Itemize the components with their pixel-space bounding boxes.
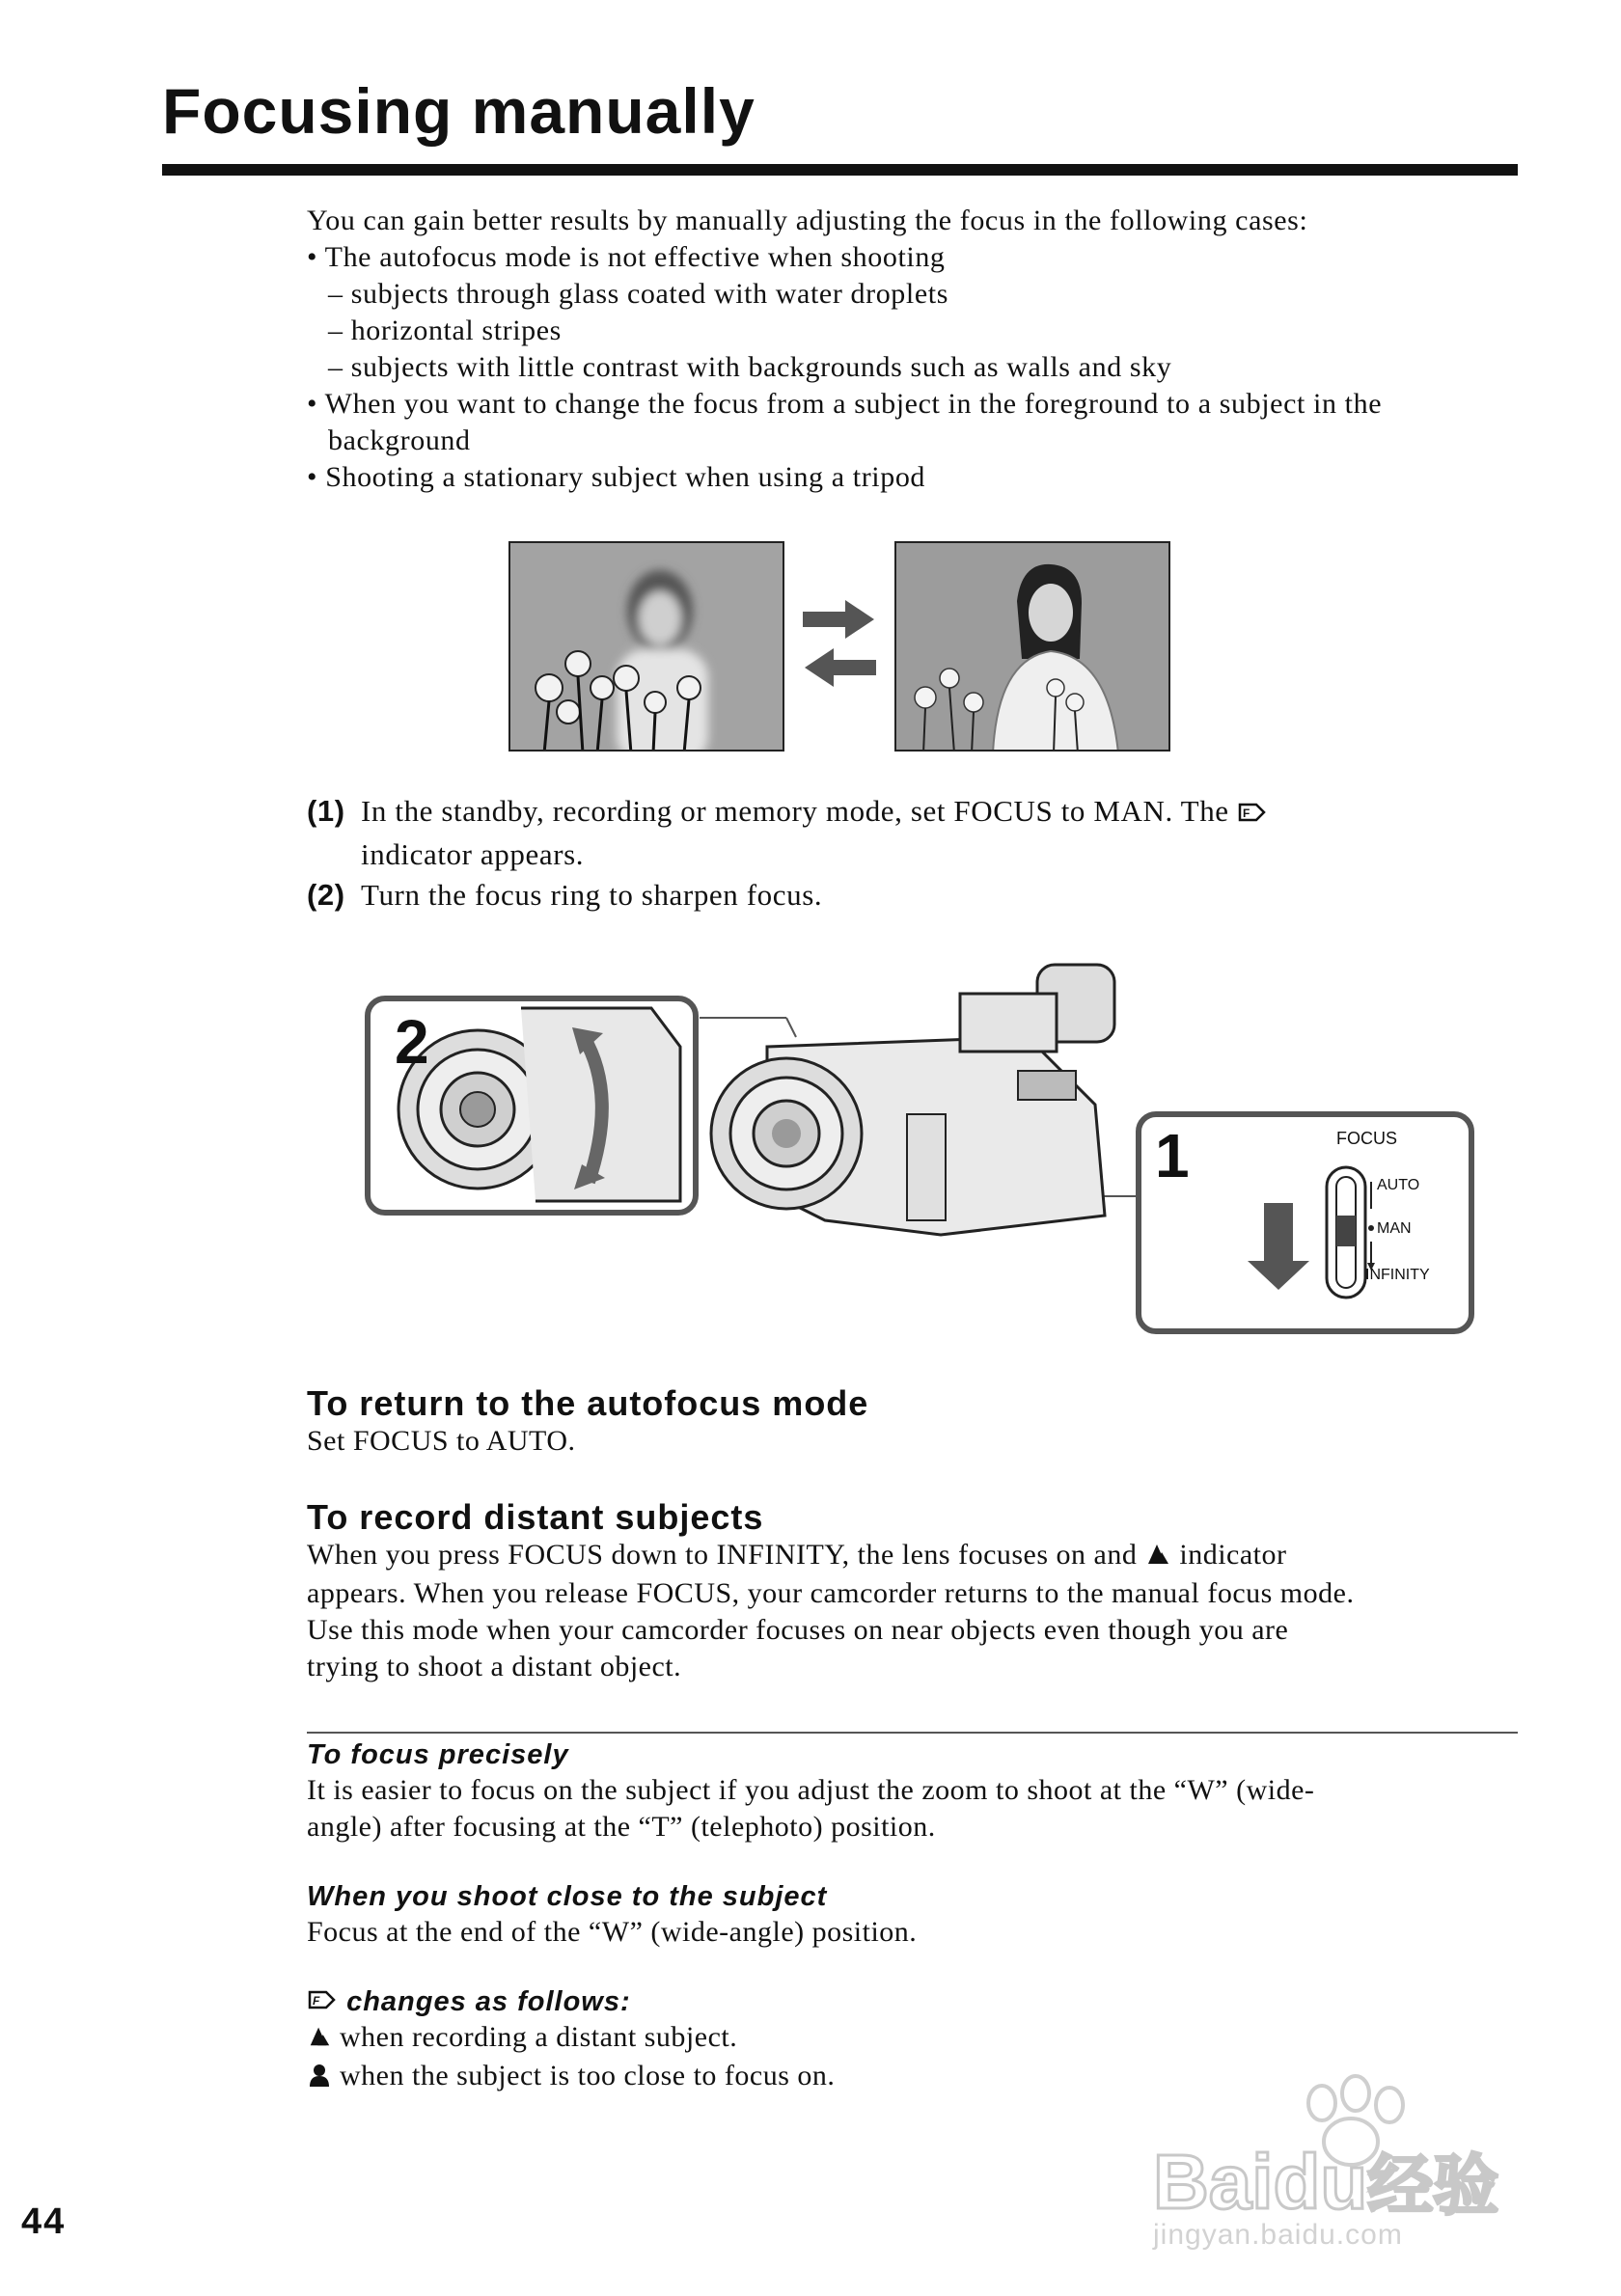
watermark-url: jingyan.baidu.com — [1153, 2219, 1403, 2251]
note-heading-changes — [307, 1985, 1532, 2020]
section-heading: To return to the autofocus mode — [307, 1383, 869, 1423]
mountain-icon — [1144, 1539, 1171, 1575]
intro-bullet-2-cont: background — [328, 424, 471, 456]
step-text: Turn the focus ring to sharpen focus. — [361, 877, 823, 912]
changes-title-text: changes as follows: — [346, 1985, 631, 2017]
intro-block — [307, 203, 1532, 496]
step-number: (1) — [307, 794, 345, 828]
photo-focused — [894, 541, 1170, 752]
switch-auto-label: AUTO — [1377, 1177, 1420, 1193]
note-body-close: Focus at the end of the “W” (wide-angle) position. — [307, 1915, 918, 1948]
section-distant-subjects — [307, 1498, 1532, 1685]
section-body: Set FOCUS to AUTO. — [307, 1424, 576, 1457]
section-body-line-1 — [307, 1537, 1532, 1575]
camcorder-figure — [362, 960, 1496, 1341]
switch-infinity-label: INFINITY — [1365, 1267, 1430, 1283]
callout-2-label: 2 — [395, 1007, 429, 1077]
svg-text:F: F — [1243, 806, 1250, 820]
manual-focus-icon — [1237, 794, 1268, 834]
step-2 — [307, 875, 1465, 916]
intro-sub-2: – horizontal stripes — [328, 314, 562, 346]
photo-unfocused — [508, 541, 784, 752]
changes-item-text: when the subject is too close to focus on. — [340, 2060, 836, 2092]
watermark-bai: Bai — [1153, 2139, 1274, 2225]
watermark-brand — [1153, 2134, 1498, 2228]
section-return-autofocus — [307, 1384, 1523, 1460]
section-heading: To record distant subjects — [307, 1497, 764, 1537]
baidu-watermark — [1153, 2074, 1558, 2251]
swap-arrows-icon — [803, 600, 876, 697]
note-body-precise-2: angle) after focusing at the “T” (telephoto) position. — [307, 1810, 936, 1843]
person-icon — [307, 2061, 332, 2097]
page-number: 44 — [21, 2201, 67, 2242]
distant-text-a: When you press FOCUS down to INFINITY, the lens focuses on and — [307, 1538, 1138, 1571]
svg-text:F: F — [313, 1993, 321, 2008]
section-body-line-4: trying to shoot a distant object. — [307, 1650, 682, 1682]
callout-1-label: 1 — [1155, 1121, 1190, 1190]
step-1 — [307, 791, 1465, 875]
note-body-precise-1: It is easier to focus on the subject if you adjust the zoom to shoot at the “W” (wide- — [307, 1773, 1315, 1806]
changes-item-text: when recording a distant subject. — [340, 2021, 738, 2054]
intro-sub-1: – subjects through glass coated with water droplets — [328, 278, 948, 310]
intro-bullet-2: • When you want to change the focus from a subject in the foreground to a subject in the — [307, 388, 1383, 420]
steps-list — [307, 791, 1465, 916]
intro-lead: You can gain better results by manually adjusting the focus in the following cases: — [307, 205, 1308, 236]
focus-switch-title: FOCUS — [1336, 1129, 1397, 1148]
notes-block — [307, 1738, 1532, 2097]
mountain-icon — [307, 2021, 332, 2058]
step-text — [361, 791, 1268, 875]
page-title: Focusing manually — [162, 75, 756, 147]
step-number: (2) — [307, 877, 345, 912]
section-body-line-3: Use this mode when your camcorder focuses on near objects even though you are — [307, 1613, 1289, 1646]
section-body-line-2: appears. When you release FOCUS, your camcorder returns to the manual focus mode. — [307, 1576, 1355, 1609]
note-heading-close: When you shoot close to the subject — [307, 1880, 828, 1912]
intro-bullet-1: • The autofocus mode is not effective when shooting — [307, 241, 946, 273]
note-heading-precise: To focus precisely — [307, 1739, 569, 1770]
title-rule — [162, 164, 1518, 176]
watermark-cn: 经验 — [1367, 2149, 1499, 2223]
distant-text-b: indicator — [1179, 1538, 1287, 1571]
intro-sub-3: – subjects with little contrast with backgrounds such as walls and sky — [328, 351, 1172, 383]
intro-bullet-3: • Shooting a stationary subject when using a tripod — [307, 461, 926, 493]
divider — [307, 1732, 1518, 1734]
watermark-du: du — [1273, 2139, 1368, 2225]
step-1-text-cont: indicator appears. — [361, 836, 585, 871]
step-1-text: In the standby, recording or memory mode, set FOCUS to MAN. The — [361, 794, 1229, 828]
switch-man-label: MAN — [1377, 1220, 1412, 1237]
changes-item-distant — [307, 2019, 1532, 2058]
manual-focus-icon — [307, 1986, 338, 2020]
